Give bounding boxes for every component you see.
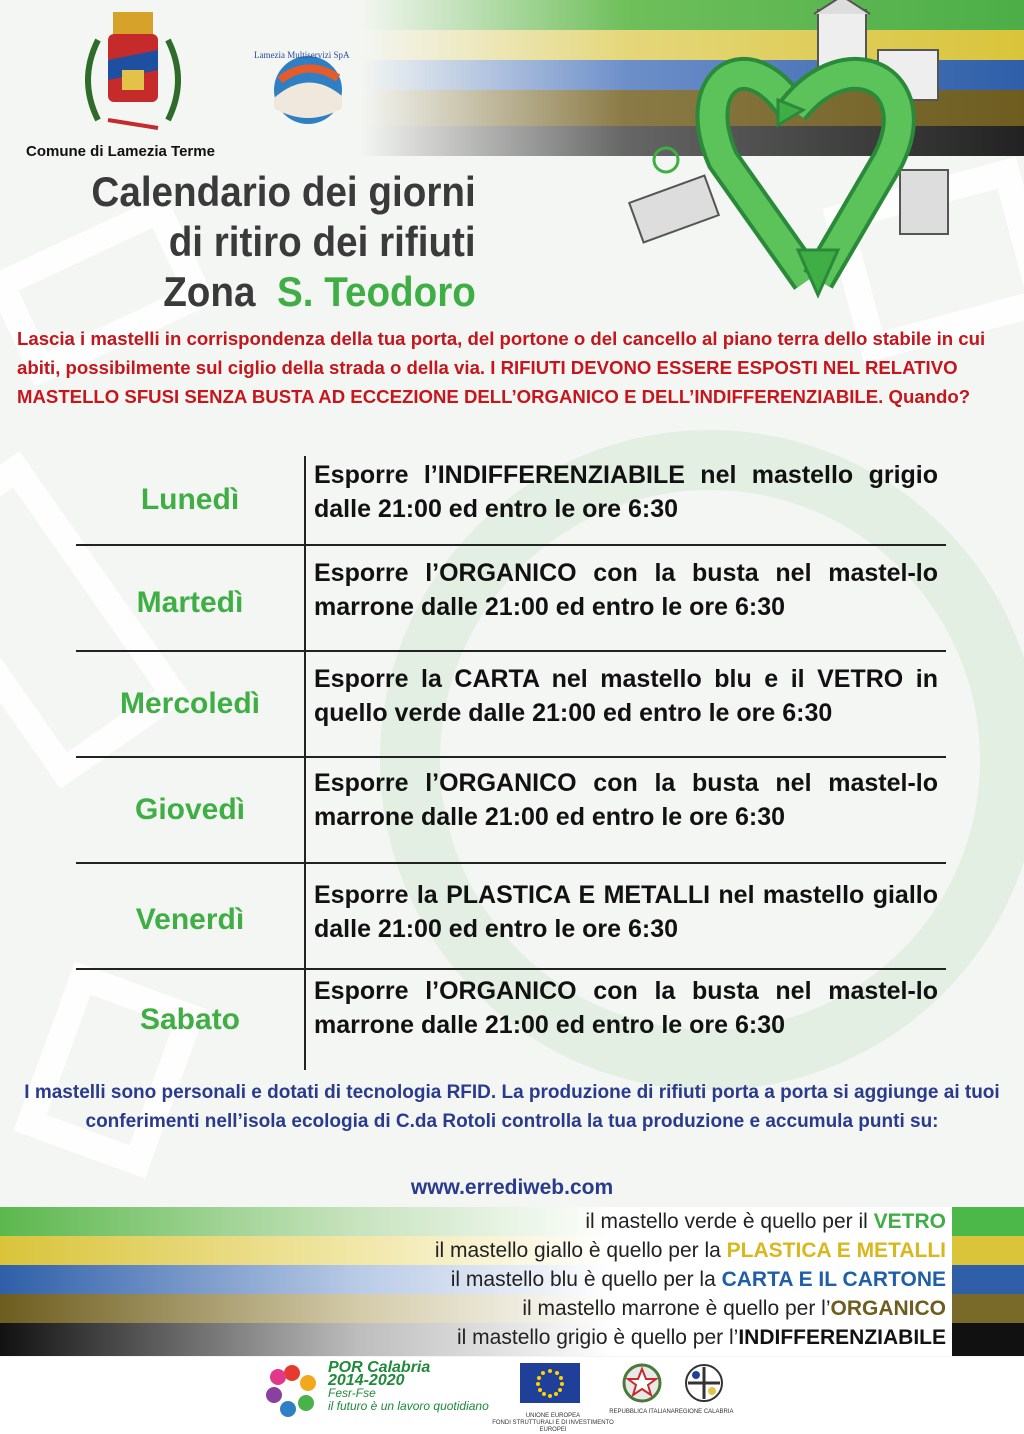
legend-keyword: VETRO	[873, 1210, 946, 1233]
italia-emblem-icon	[622, 1361, 662, 1407]
schedule-table	[76, 456, 946, 1070]
intro-text: Lascia i mastelli in corrispondenza della tua porta, del portone o del cancello al piano terra dello stabile in cui abiti, possibilmente sul ciglio della strada o della via. I RIFIUTI DEVONO ESSERE ESPOSTI NEL RELATIVO MASTELLO SFUSI SENZA BUSTA AD ECCEZIONE DELL’ORGANICO E DELL’INDIFFERENZIABILE. Quando?	[17, 328, 986, 407]
calabria-emblem-icon	[684, 1361, 724, 1407]
schedule-row	[76, 862, 946, 968]
day-description: Esporre l’INDIFFERENZIABILE nel mastello grigio dalle 21:00 ed entro le ore 6:30	[304, 456, 946, 544]
legend-keyword: PLASTICA E METALLI	[726, 1239, 946, 1262]
calabria-caption: REGIONE CALABRIA	[674, 1409, 734, 1415]
zona-heading	[163, 270, 476, 314]
rfid-info-text: I mastelli sono personali e dotati di tecnologia RFID. La produzione di rifiuti porta a porta si aggiunge ai tuoi conferimenti nell’isola ecologia di C.da Rotoli controlla la tua produzione e accumula punti su:	[24, 1082, 1000, 1132]
legend-label: il mastello giallo è quello per la PLASTICA E METALLI	[434, 1239, 946, 1262]
svg-text:Lamezia Multiservizi SpA: Lamezia Multiservizi SpA	[254, 50, 350, 60]
day-description: Esporre la CARTA nel mastello blu e il VETRO in quello verde dalle 21:00 ed entro le ore 6:30	[304, 652, 946, 756]
schedule-row	[76, 456, 946, 544]
day-label: Venerdì	[135, 903, 245, 936]
eu-caption: UNIONE EUROPEA FONDI STRUTTURALI E DI INVESTIMENTO EUROPEI	[492, 1413, 614, 1433]
schedule-row	[76, 544, 946, 650]
crest-icon	[78, 10, 188, 138]
multiservizi-logo	[250, 28, 368, 128]
day-description: Esporre l’ORGANICO con la busta nel mastel-lo marrone dalle 21:00 ed entro le ore 6:30	[304, 970, 946, 1070]
title-line-1: Calendario dei giorni	[91, 168, 476, 215]
website-link[interactable]: www.errediweb.com	[410, 1176, 614, 1199]
day-description: Esporre l’ORGANICO con la busta nel mastel-lo marrone dalle 21:00 ed entro le ore 6:30	[304, 546, 946, 650]
schedule-row	[76, 756, 946, 862]
por-text: POR Calabria 2014-2020 Fesr-Fse il futuro è un lavoro quotidiano	[328, 1359, 489, 1413]
schedule-row	[76, 968, 946, 1070]
legend-keyword: CARTA E IL CARTONE	[721, 1268, 946, 1291]
legend-keyword: ORGANICO	[830, 1297, 946, 1320]
day-label: Lunedì	[140, 483, 240, 516]
schedule-row	[76, 650, 946, 756]
day-label: Martedì	[136, 586, 244, 619]
italia-caption: REPUBBLICA ITALIANA	[609, 1409, 675, 1415]
legend-indifferenziabile	[0, 1323, 1024, 1356]
por-flower-icon	[262, 1361, 322, 1421]
eu-flag-icon	[520, 1363, 580, 1403]
legend-label: il mastello grigio è quello per l’INDIFFERENZIABILE	[457, 1326, 946, 1349]
legend-label: il mastello blu è quello per la CARTA E IL CARTONE	[450, 1268, 946, 1291]
day-label: Giovedì	[134, 793, 246, 826]
title-line-2: di ritiro dei rifiuti	[169, 218, 476, 265]
zona-label: Zona	[163, 268, 256, 315]
recycle-heart-icon	[628, 0, 958, 310]
footer-logos	[0, 1357, 1024, 1434]
day-description: Esporre l’ORGANICO con la busta nel mastel-lo marrone dalle 21:00 ed entro le ore 6:30	[304, 758, 946, 862]
day-description: Esporre la PLASTICA E METALLI nel mastello giallo dalle 21:00 ed entro le ore 6:30	[304, 864, 946, 968]
crest-caption: Comune di Lamezia Terme	[26, 143, 215, 160]
legend-label: il mastello marrone è quello per l’ORGANICO	[522, 1297, 946, 1320]
legend-label: il mastello verde è quello per il VETRO	[585, 1210, 946, 1233]
legend-keyword: INDIFFERENZIABILE	[738, 1326, 946, 1349]
day-label: Sabato	[139, 1003, 241, 1036]
legend-swatch	[952, 1323, 1024, 1356]
day-label: Mercoledì	[119, 687, 261, 720]
zona-name: S. Teodoro	[277, 268, 476, 315]
